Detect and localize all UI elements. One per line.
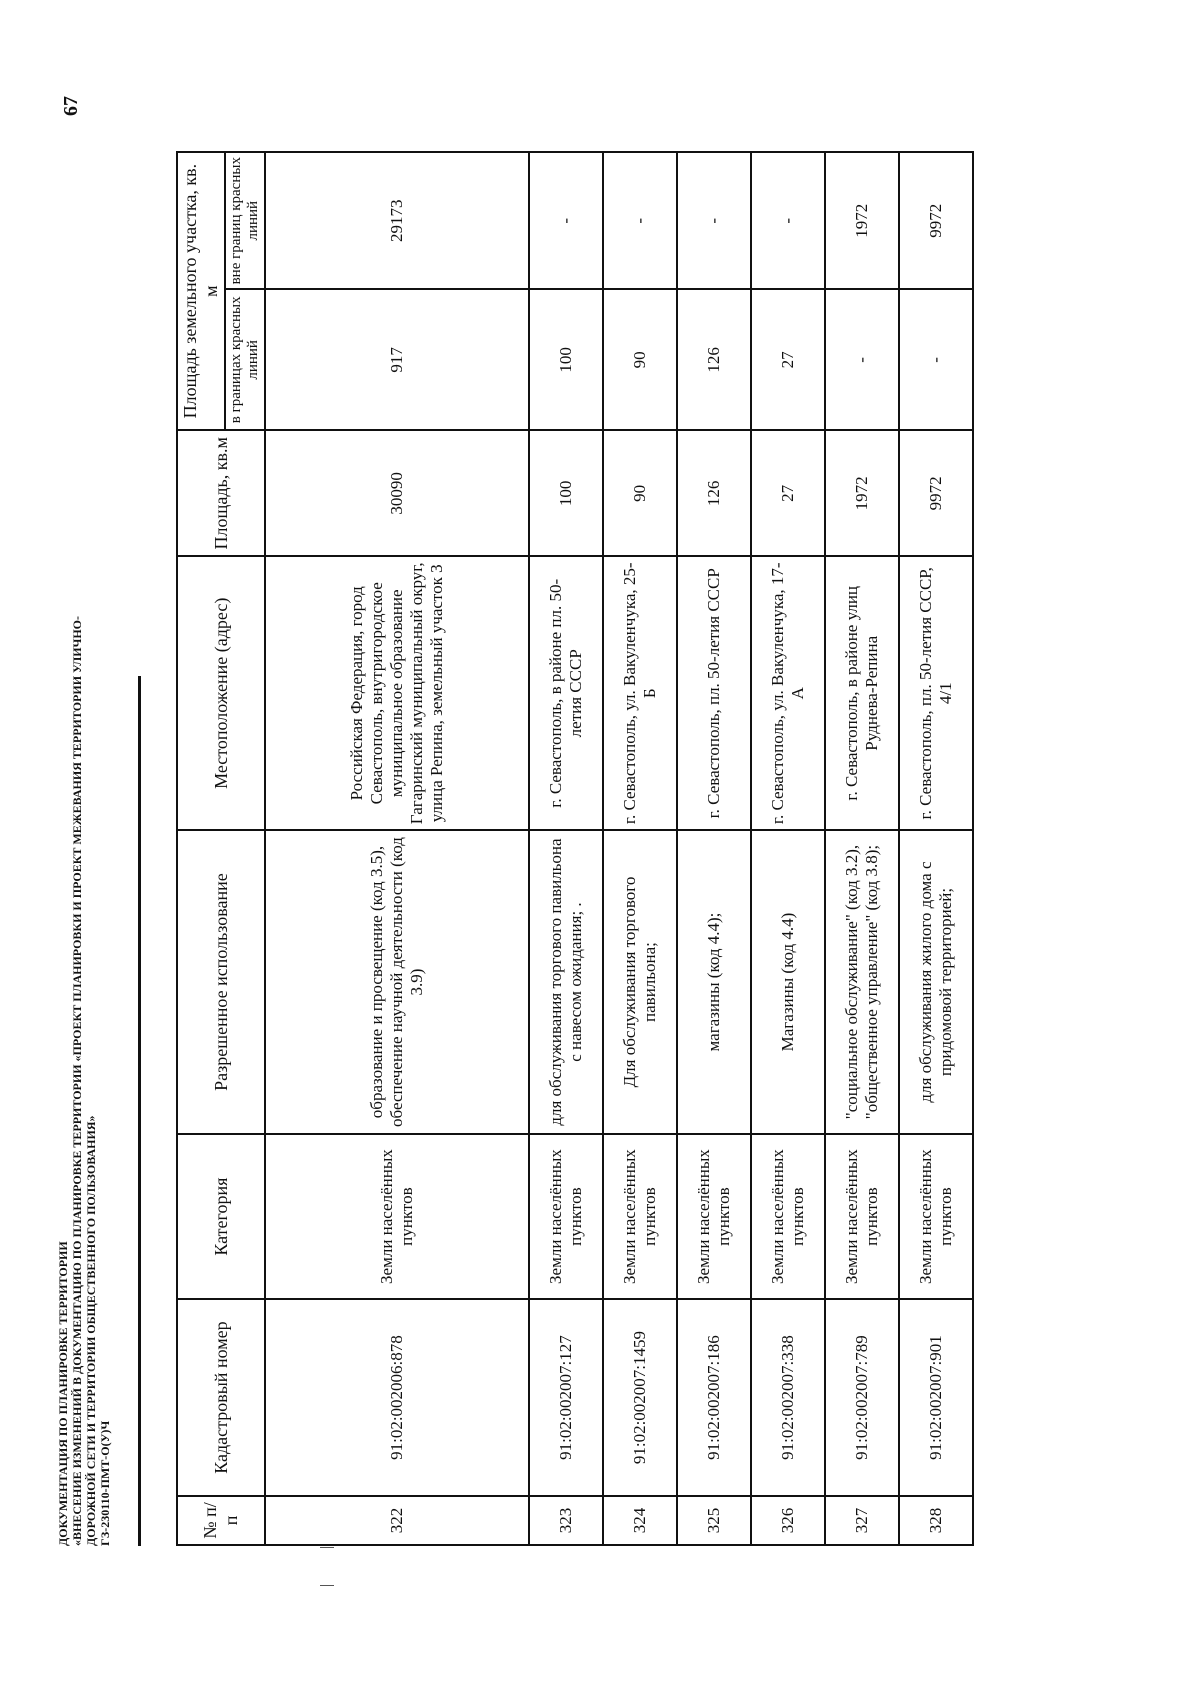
cell-number: 322 [265, 1496, 529, 1545]
cell-number: 324 [603, 1496, 677, 1545]
cell-location: Российская Федерация, город Севастополь, внутригородское муниципальное образование Гагаринский муниципальный округ, улица Репина, земельный участок 3 [265, 556, 529, 830]
cell-category: Земли населённых пунктов [825, 1134, 899, 1299]
header-outside-red-lines: вне границ красных линий [225, 152, 265, 289]
cell-location: г. Севастополь, пл. 50-летия СССР, 4/1 [899, 556, 973, 830]
header-line-3: ДОРОЖНОЙ СЕТИ И ТЕРРИТОРИИ ОБЩЕСТВЕННОГО ПОЛЬЗОВАНИЯ» [84, 1115, 98, 1546]
margin-mark [320, 1585, 334, 1586]
document-header [56, 546, 112, 1546]
cell-permitted-use: Для обслуживания торгового павильона; [603, 830, 677, 1134]
cell-location: г. Севастополь, в районе пл. 50-летия СССР [529, 556, 603, 830]
header-land-area-group: Площадь земельного участка, кв. м [177, 152, 225, 430]
cell-outside-red-lines: 9972 [899, 152, 973, 289]
page-number: 67 [60, 96, 82, 116]
cell-inside-red-lines: 126 [677, 289, 751, 430]
cell-area: 126 [677, 430, 751, 556]
cell-outside-red-lines: - [751, 152, 825, 289]
land-plot-table [176, 151, 974, 1546]
cell-inside-red-lines: - [825, 289, 899, 430]
cell-permitted-use: магазины (код 4.4); [677, 830, 751, 1134]
cell-inside-red-lines: 917 [265, 289, 529, 430]
cell-number: 328 [899, 1496, 973, 1545]
cell-number: 326 [751, 1496, 825, 1545]
cell-outside-red-lines: - [677, 152, 751, 289]
header-number: № п/п [177, 1496, 265, 1545]
cell-location: г. Севастополь, ул. Вакуленчука, 17-А [751, 556, 825, 830]
header-line-2: «ВНЕСЕНИЕ ИЗМЕНЕНИЙ В ДОКУМЕНТАЦИЮ ПО ПЛАНИРОВКЕ ТЕРРИТОРИИ «ПРОЕКТ ПЛАНИРОВКИ И ПРОЕКТ МЕЖЕВАНИЯ ТЕРРИТОРИИ УЛИЧНО- [70, 615, 84, 1546]
header-permitted-use: Разрешенное использование [177, 830, 265, 1134]
cell-outside-red-lines: 29173 [265, 152, 529, 289]
cell-permitted-use: для обслуживания торгового павильона с навесом ожидания; . [529, 830, 603, 1134]
cell-number: 327 [825, 1496, 899, 1545]
cell-category: Земли населённых пунктов [677, 1134, 751, 1299]
cell-cadastral-number: 91:02:002007:789 [825, 1299, 899, 1496]
header-area: Площадь, кв.м [177, 430, 265, 556]
cell-number: 325 [677, 1496, 751, 1545]
cell-cadastral-number: 91:02:002007:127 [529, 1299, 603, 1496]
cell-inside-red-lines: - [899, 289, 973, 430]
cell-area: 100 [529, 430, 603, 556]
cell-area: 1972 [825, 430, 899, 556]
cell-outside-red-lines: 1972 [825, 152, 899, 289]
cell-cadastral-number: 91:02:002007:1459 [603, 1299, 677, 1496]
table-row [603, 152, 677, 1545]
cell-inside-red-lines: 90 [603, 289, 677, 430]
header-cadastral-number: Кадастровый номер [177, 1299, 265, 1496]
cell-permitted-use: Магазины (код 4.4) [751, 830, 825, 1134]
cell-cadastral-number: 91:02:002007:186 [677, 1299, 751, 1496]
cell-permitted-use: образование и просвещение (код 3.5), обеспечение научной деятельности (код 3.9) [265, 830, 529, 1134]
header-line-4: ГЗ-230110-ПМТ-О(У)Ч [98, 1420, 112, 1546]
cell-area: 27 [751, 430, 825, 556]
cell-cadastral-number: 91:02:002006:878 [265, 1299, 529, 1496]
cell-outside-red-lines: - [603, 152, 677, 289]
cell-cadastral-number: 91:02:002007:338 [751, 1299, 825, 1496]
cell-number: 323 [529, 1496, 603, 1545]
table-row [899, 152, 973, 1545]
table-row [265, 152, 529, 1545]
cell-inside-red-lines: 27 [751, 289, 825, 430]
cell-category: Земли населённых пунктов [603, 1134, 677, 1299]
header-line-1: ДОКУМЕНТАЦИЯ ПО ПЛАНИРОВКЕ ТЕРРИТОРИИ [56, 1241, 70, 1546]
cell-area: 90 [603, 430, 677, 556]
cell-outside-red-lines: - [529, 152, 603, 289]
header-category: Категория [177, 1134, 265, 1299]
cell-category: Земли населённых пунктов [265, 1134, 529, 1299]
header-location: Местоположение (адрес) [177, 556, 265, 830]
margin-mark [320, 1547, 334, 1548]
cell-permitted-use: для обслуживания жилого дома с придомовой территорией; [899, 830, 973, 1134]
header-underline [138, 676, 141, 1546]
cell-permitted-use: "социальное обслуживание" (код 3.2), "общественное управление" (код 3.8); [825, 830, 899, 1134]
cell-area: 30090 [265, 430, 529, 556]
cell-location: г. Севастополь, в районе улиц Руднева-Репина [825, 556, 899, 830]
table-row [825, 152, 899, 1545]
cell-area: 9972 [899, 430, 973, 556]
table-row [751, 152, 825, 1545]
cell-location: г. Севастополь, ул. Вакуленчука, 25-Б [603, 556, 677, 830]
cell-location: г. Севастополь, пл. 50-летия СССР [677, 556, 751, 830]
table-row [529, 152, 603, 1545]
cell-category: Земли населённых пунктов [751, 1134, 825, 1299]
cell-cadastral-number: 91:02:002007:901 [899, 1299, 973, 1496]
cell-category: Земли населённых пунктов [529, 1134, 603, 1299]
table-row [677, 152, 751, 1545]
header-inside-red-lines: в границах красных линий [225, 289, 265, 430]
cell-category: Земли населённых пунктов [899, 1134, 973, 1299]
cell-inside-red-lines: 100 [529, 289, 603, 430]
